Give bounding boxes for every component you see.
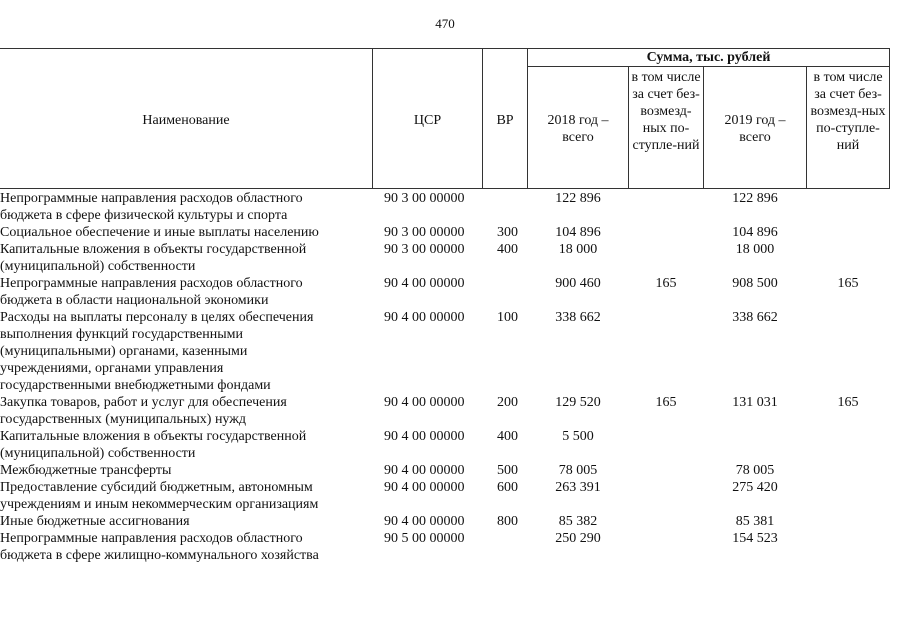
table-row (0, 428, 890, 462)
header-2019-free: в том числе за счет без-возмезд-ных по-ступле-ний (810, 70, 886, 153)
table-row (0, 462, 890, 479)
row-2018-total: 263 391 (555, 480, 601, 495)
row-csr: 90 4 00 00000 (384, 310, 465, 325)
row-name: Иные бюджетные ассигнования (0, 514, 190, 529)
row-2019-total: 85 381 (735, 514, 775, 529)
col-divider (889, 48, 890, 189)
header-2019-total: 2019 год – всего (724, 113, 786, 145)
row-csr: 90 5 00 00000 (384, 531, 465, 546)
row-vr: 600 (497, 480, 518, 495)
row-2018-free: 165 (655, 276, 677, 291)
row-csr: 90 4 00 00000 (384, 429, 465, 444)
header-vr: ВР (496, 113, 514, 128)
table-row (0, 394, 890, 428)
row-vr: 300 (497, 225, 518, 240)
row-2018-total: 122 896 (555, 191, 601, 206)
header-2018-total: 2018 год – всего (547, 113, 609, 145)
row-2019-total: 18 000 (735, 242, 775, 257)
row-2019-free: 165 (837, 395, 859, 410)
row-2019-total: 154 523 (732, 531, 778, 546)
row-2018-total: 338 662 (555, 310, 601, 325)
row-csr: 90 3 00 00000 (384, 242, 465, 257)
row-csr: 90 4 00 00000 (384, 395, 465, 410)
table-row (0, 224, 890, 241)
header-csr: ЦСР (413, 113, 442, 128)
row-2019-total: 275 420 (732, 480, 778, 495)
header-sum: Сумма, тыс. рублей (646, 50, 771, 65)
header-bottom-border (0, 188, 890, 189)
table-row (0, 190, 890, 224)
sum-divider (527, 66, 890, 67)
row-name: Расходы на выплаты персоналу в целях обеспечения выполнения функций государственными (муниципальными) органами, казенными учреждениями, органами управления государственными внебюджетными фондами (0, 310, 314, 393)
row-2018-total: 900 460 (555, 276, 601, 291)
row-2018-free: 165 (655, 395, 677, 410)
row-2019-total: 908 500 (732, 276, 778, 291)
row-name: Социальное обеспечение и иные выплаты населению (0, 225, 319, 240)
row-name: Предоставление субсидий бюджетным, автономным учреждениям и иным некоммерческим организациям (0, 480, 319, 512)
table-row (0, 309, 890, 394)
table-row (0, 275, 890, 309)
col-divider (703, 66, 704, 189)
row-2019-total: 131 031 (732, 395, 778, 410)
row-2018-total: 85 382 (558, 514, 598, 529)
row-vr: 800 (497, 514, 518, 529)
row-2018-total: 18 000 (558, 242, 598, 257)
row-2019-total: 104 896 (732, 225, 778, 240)
col-divider (527, 48, 528, 189)
col-divider (628, 66, 629, 189)
row-name: Капитальные вложения в объекты государственной (муниципальной) собственности (0, 242, 307, 274)
row-name: Непрограммные направления расходов областного бюджета в сфере физической культуры и спорта (0, 191, 303, 223)
row-name: Капитальные вложения в объекты государственной (муниципальной) собственности (0, 429, 307, 461)
row-2018-total: 250 290 (555, 531, 601, 546)
row-csr: 90 4 00 00000 (384, 480, 465, 495)
row-2018-total: 104 896 (555, 225, 601, 240)
row-2018-total: 78 005 (558, 463, 598, 478)
table-header (0, 48, 890, 189)
row-name: Непрограммные направления расходов областного бюджета в сфере жилищно-коммунального хозяйства (0, 531, 319, 563)
page-number: 470 (435, 16, 455, 31)
col-divider (806, 66, 807, 189)
table-body (0, 190, 890, 564)
row-vr: 500 (497, 463, 518, 478)
header-2018-free: в том числе за счет без-возмезд-ных по-ступле-ний (631, 70, 701, 153)
table-row (0, 530, 890, 564)
row-csr: 90 3 00 00000 (384, 191, 465, 206)
row-2018-total: 129 520 (555, 395, 601, 410)
row-2019-total: 122 896 (732, 191, 778, 206)
table-row (0, 479, 890, 513)
row-vr: 400 (497, 429, 518, 444)
row-2019-total: 338 662 (732, 310, 778, 325)
row-csr: 90 4 00 00000 (384, 514, 465, 529)
table-row (0, 513, 890, 530)
row-2018-total: 5 500 (562, 429, 594, 444)
row-2019-free: 165 (837, 276, 859, 291)
row-csr: 90 3 00 00000 (384, 225, 465, 240)
row-name: Межбюджетные трансферты (0, 463, 172, 478)
row-vr: 400 (497, 242, 518, 257)
row-name: Непрограммные направления расходов областного бюджета в области национальной экономики (0, 276, 303, 308)
row-csr: 90 4 00 00000 (384, 463, 465, 478)
row-csr: 90 4 00 00000 (384, 276, 465, 291)
row-name: Закупка товаров, работ и услуг для обеспечения государственных (муниципальных) нужд (0, 395, 287, 427)
row-vr: 100 (497, 310, 518, 325)
row-vr: 200 (497, 395, 518, 410)
header-name: Наименование (142, 113, 230, 128)
table-row (0, 241, 890, 275)
row-2019-total: 78 005 (735, 463, 775, 478)
